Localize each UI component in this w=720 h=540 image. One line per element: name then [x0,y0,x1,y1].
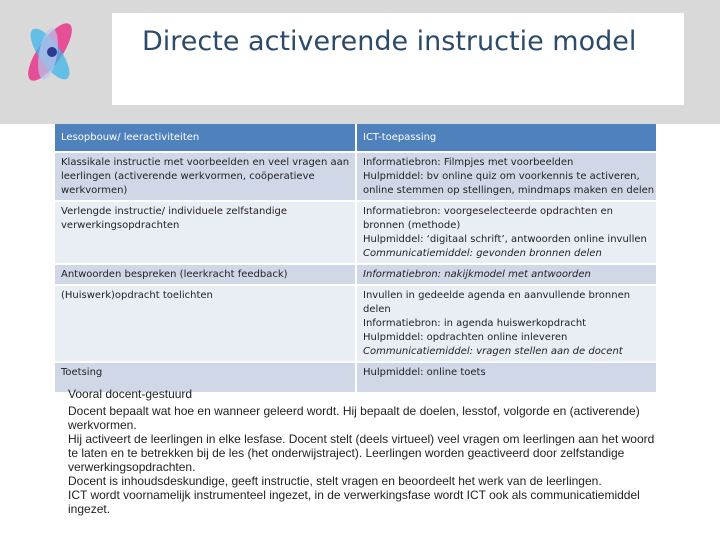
table-cell: Informatiebron: nakijkmodel met antwoorden [356,264,656,285]
table-cell: Toetsing [55,362,356,393]
table-cell: Hulpmiddel: online toets [356,362,656,393]
ict-table [55,124,656,394]
table-cell: Antwoorden bespreken (leerkracht feedback) [55,264,356,285]
note-line: werkvormen. [68,418,137,432]
page-title: Directe activerende instructie model [142,26,637,57]
table-row [55,264,656,285]
table-cell: Invullen in gedeelde agenda en aanvullende bronnen delen Informatiebron: in agenda huiswerkopdracht Hulpmiddel: opdrachten online inleveren Communicatiemiddel: vragen stellen aan de docent [356,285,656,362]
note-line: Docent bepaalt wat hoe en wanneer geleerd wordt. Hij bepaalt de doelen, lesstof, volgorde en (activerende) [68,404,640,418]
note-line: verwerkingsopdrachten. [68,460,196,474]
table-row [55,201,656,264]
table-cell: Verlengde instructie/ individuele zelfstandige verwerkingsopdrachten [55,201,356,264]
table-cell: Informatiebron: voorgeselecteerde opdrachten en bronnen (methode) Hulpmiddel: ‘digitaal schrift’, antwoorden online invullen Communicatiemiddel: gevonden bronnen delen [356,201,656,264]
subtitle: Vooral docent-gestuurd [68,387,193,401]
table-cell: Klassikale instructie met voorbeelden en veel vragen aan leerlingen (activerende werkvormen, coöperatieve werkvormen) [55,152,356,201]
note-line: te laten en te betrekken bij de les (het onderwijstraject). Leerlingen worden geactiveerd door zelfstandige [68,446,625,460]
table-row [55,285,656,362]
header-cell-lesopbouw: Lesopbouw/ leeractiviteiten [55,124,356,152]
table-row [55,152,656,201]
notes-block [68,404,683,516]
header-cell-ict: ICT-toepassing [356,124,656,152]
table-cell: (Huiswerk)opdracht toelichten [55,285,356,362]
note-line: ICT wordt voornamelijk instrumenteel ingezet, in de verwerkingsfase wordt ICT ook als communicatiemiddel [68,488,640,502]
note-line: Docent is inhoudsdeskundige, geeft instructie, stelt vragen en beoordeelt het werk van de leerlingen. [68,474,602,488]
note-line: ingezet. [68,502,111,516]
table-cell: Informatiebron: Filmpjes met voorbeelden Hulpmiddel: bv online quiz om voorkennis te activeren, online stemmen op stellingen, mindmaps maken en delen [356,152,656,201]
table-header-row [55,124,656,152]
logo-icon [14,12,86,94]
note-line: Hij activeert de leerlingen in elke lesfase. Docent stelt (deels virtueel) veel vragen om leerlingen aan het woord [68,432,655,446]
